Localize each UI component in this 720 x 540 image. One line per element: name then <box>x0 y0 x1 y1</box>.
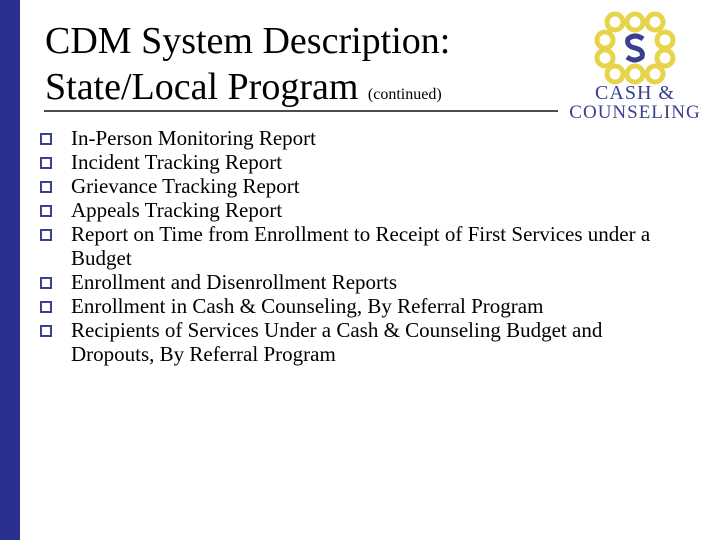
square-bullet-icon <box>40 301 52 313</box>
square-bullet-icon <box>40 277 52 289</box>
square-bullet-icon <box>40 133 52 145</box>
bullet-text: Appeals Tracking Report <box>71 198 283 222</box>
left-accent-bar <box>0 0 20 540</box>
logo-word-cash: CASH & <box>595 82 675 104</box>
list-item <box>40 318 690 366</box>
list-item <box>40 174 690 198</box>
bullet-text: Report on Time from Enrollment to Receipt of First Services under a Budget <box>71 222 651 270</box>
cash-counseling-logo <box>560 6 710 124</box>
square-bullet-icon <box>40 157 52 169</box>
list-item <box>40 126 690 150</box>
square-bullet-icon <box>40 205 52 217</box>
bullet-list <box>40 126 690 366</box>
slide-title <box>45 18 565 118</box>
logo-knot-icon <box>560 6 710 86</box>
square-bullet-icon <box>40 325 52 337</box>
logo-word-counseling: COUNSELING <box>569 102 701 123</box>
bullet-text: Incident Tracking Report <box>71 150 283 174</box>
list-item <box>40 198 690 222</box>
title-line-2-text: State/Local Program <box>45 66 359 108</box>
square-bullet-icon <box>40 181 52 193</box>
bullet-text: In-Person Monitoring Report <box>71 126 316 150</box>
bullet-text: Grievance Tracking Report <box>71 174 300 198</box>
title-suffix: (continued) <box>367 86 442 103</box>
bullet-text: Enrollment in Cash & Counseling, By Referral Program <box>71 294 544 318</box>
title-divider <box>44 110 558 112</box>
title-line-1: CDM System Description: <box>45 20 451 62</box>
list-item <box>40 270 690 294</box>
bullet-text: Enrollment and Disenrollment Reports <box>71 270 398 294</box>
square-bullet-icon <box>40 229 52 241</box>
list-item <box>40 294 690 318</box>
list-item <box>40 150 690 174</box>
list-item <box>40 222 690 270</box>
bullet-text: Recipients of Services Under a Cash & Counseling Budget and Dropouts, By Referral Program <box>71 318 603 366</box>
